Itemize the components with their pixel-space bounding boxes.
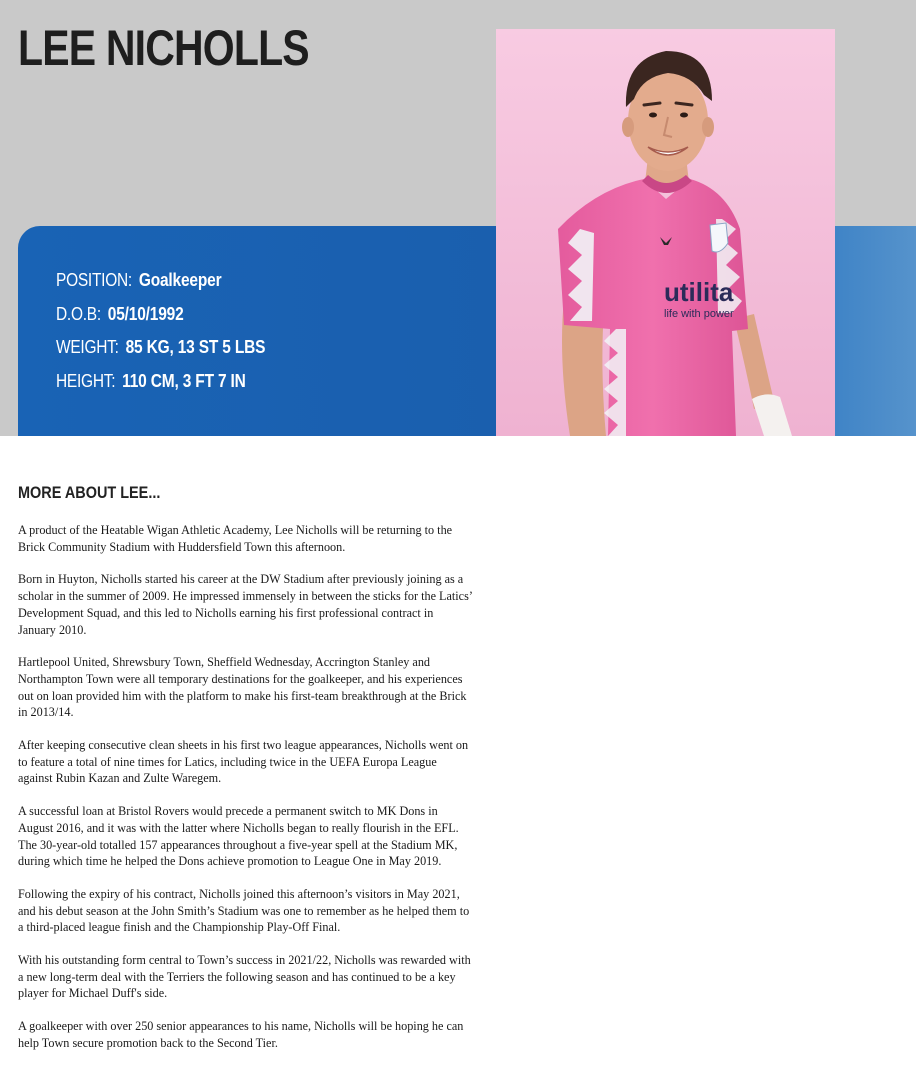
stat-dob xyxy=(56,298,265,332)
stat-weight xyxy=(56,331,265,365)
stat-label: POSITION: xyxy=(56,270,132,291)
article-paragraph: A goalkeeper with over 250 senior appearances to his name, Nicholls will be hoping he can help Town secure promotion back to the Second Tier. xyxy=(18,1019,464,1050)
article-paragraph: Born in Huyton, Nicholls started his career at the DW Stadium after previously joining as a scholar in the summer of 2009. He impressed immensely in between the sticks for the Latics’ Development Squad, and this led to Nicholls earning his first professional contract in January 2010. xyxy=(18,572,472,637)
article-paragraph: A product of the Heatable Wigan Athletic Academy, Lee Nicholls will be returning to the Brick Community Stadium with Huddersfield Town this afternoon. xyxy=(18,523,453,554)
stat-value: 110 CM, 3 FT 7 IN xyxy=(122,370,246,391)
stat-label: D.O.B: xyxy=(56,303,101,324)
article xyxy=(18,478,473,1068)
stat-height xyxy=(56,365,265,399)
stat-label: HEIGHT: xyxy=(56,370,116,391)
article-paragraph: Hartlepool United, Shrewsbury Town, Sheffield Wednesday, Accrington Stanley and Northampton Town were all temporary destinations for the goalkeeper, and his experiences out on loan provided him with the platform to make his first-team breakthrough at the Brick in 2013/14. xyxy=(18,655,467,720)
article-paragraph: After keeping consecutive clean sheets in his first two league appearances, Nicholls went on to feature a total of nine times for Latics, including twice in the UEFA Europa League against Rubin Kazan and Zulte Waregem. xyxy=(18,738,469,786)
accent-band xyxy=(830,226,916,436)
article-heading: MORE ABOUT LEE... xyxy=(18,483,161,502)
sponsor-logo: utilita xyxy=(664,277,734,307)
stat-position xyxy=(56,264,265,298)
article-paragraph: Following the expiry of his contract, Nicholls joined this afternoon’s visitors in May 2021, and his debut season at the John Smith’s Stadium was one to remember as he helped them to a third-placed league finish and the Championship Play-Off Final. xyxy=(18,886,470,935)
player-portrait-illustration xyxy=(496,29,835,436)
player-photo xyxy=(496,29,835,436)
sponsor-tagline: life with power xyxy=(664,308,734,320)
article-paragraph: With his outstanding form central to Town’s success in 2021/22, Nicholls was rewarded with a new long-term deal with the Terriers the following season and has continued to be a key player for Michael Duff's side. xyxy=(18,953,471,1001)
stat-value: Goalkeeper xyxy=(138,270,222,291)
stat-label: WEIGHT: xyxy=(56,337,119,358)
stat-value: 85 KG, 13 ST 5 LBS xyxy=(125,337,266,358)
article-paragraph: A successful loan at Bristol Rovers would precede a permanent switch to MK Dons in August 2016, and it was with the latter where Nicholls began to really flourish in the EFL. The 30-year-old totalled 157 appearances throughout a five-year spell at the Stadium MK, during which time he helped the Dons achieve promotion to League One in May 2019. xyxy=(18,804,459,869)
player-stats-list xyxy=(56,264,299,398)
stat-value: 05/10/1992 xyxy=(107,303,184,324)
player-name: LEE NICHOLLS xyxy=(18,20,309,76)
